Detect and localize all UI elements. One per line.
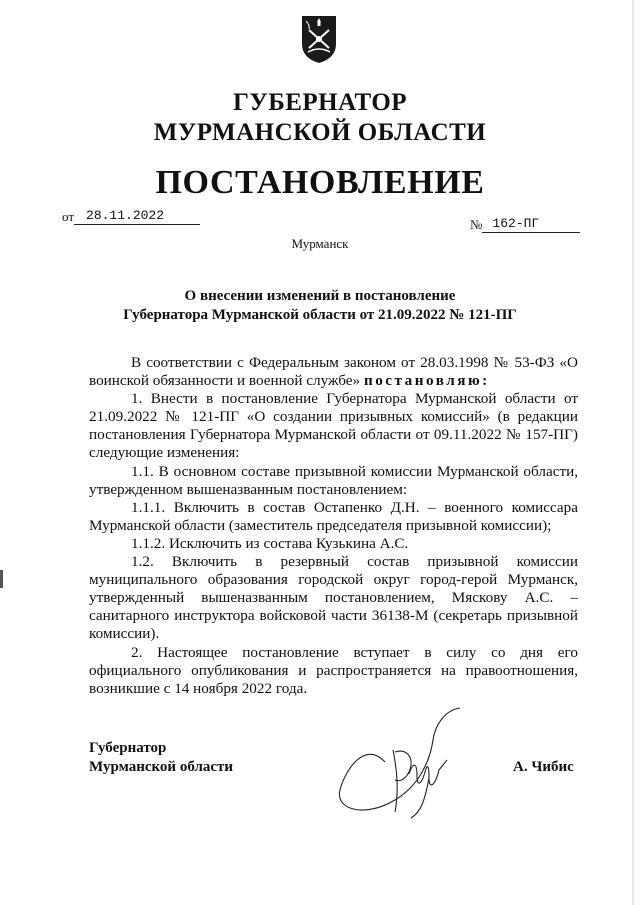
handwritten-signature: [325, 700, 495, 830]
paragraph-1-1: 1.1. В основном составе призывной комиссии Мурманской области, утвержденном вышеназванным постановлением:: [89, 462, 578, 498]
subject-line1: О внесении изменений в постановление: [184, 288, 456, 304]
document-body: [89, 354, 578, 698]
issuer-title-line2: МУРМАНСКОЙ ОБЛАСТИ: [153, 119, 487, 146]
paragraph-1-1-2: 1.1.2. Исключить из состава Кузькина А.С.: [131, 534, 409, 552]
paragraph-1-1-1: 1.1.1. Включить в состав Остапенко Д.Н. – военного комиссара Мурманской области (заместитель председателя призывной комиссии);: [89, 498, 578, 534]
issuer-title: [0, 88, 640, 148]
coat-of-arms-emblem-icon: [300, 14, 338, 64]
scan-edge-mark: [0, 570, 3, 588]
city: Мурманск: [291, 236, 349, 251]
position-line2: Мурманской области: [89, 759, 234, 775]
document-date: [62, 208, 200, 225]
paragraph-preamble: [89, 354, 578, 390]
number-value: 162-ПГ: [482, 216, 580, 233]
document-type: ПОСТАНОВЛЕНИЕ: [155, 164, 485, 201]
issuer-title-line1: ГУБЕРНАТОР: [232, 89, 408, 116]
date-prefix: от: [62, 209, 75, 224]
subject-line2: Губернатора Мурманской области от 21.09.2022 № 121-ПГ: [123, 307, 517, 323]
document-number: [470, 216, 580, 233]
signatory-position: [89, 739, 233, 777]
paragraph-2: 2. Настоящее постановление вступает в силу со дня его официального опубликования и распространяется на правоотношения, возникшие с 14 ноября 2022 года.: [89, 643, 578, 697]
resolve-word: постановляю:: [363, 372, 490, 390]
signatory-name: А. Чибис: [513, 759, 574, 775]
date-value: 28.11.2022: [74, 208, 200, 225]
number-prefix: №: [470, 217, 483, 232]
paragraph-1-2: 1.2. Включить в резервный состав призывной комиссии муниципального образования городской округ город-герой Мурманск, утвержденный вышеназванным постановлением, Мяскову А.С. – санитарного инструктора войсковой части 36138-М (секретарь призывной комиссии).: [89, 553, 578, 643]
preamble-text: В соответствии с Федеральным законом от 28.03.1998 № 53-ФЗ «О воинской обязанности и военной службе»: [89, 354, 578, 390]
scan-edge-shadow: [632, 0, 634, 905]
position-line1: Губернатор: [89, 740, 167, 756]
paragraph-1: 1. Внести в постановление Губернатора Мурманской области от 21.09.2022 № 121-ПГ «О создании призывных комиссий» (в редакции постановления Губернатора Мурманской области от 09.11.2022 № 157-ПГ) следующие изменения:: [89, 390, 578, 462]
document-subject: [0, 287, 640, 325]
